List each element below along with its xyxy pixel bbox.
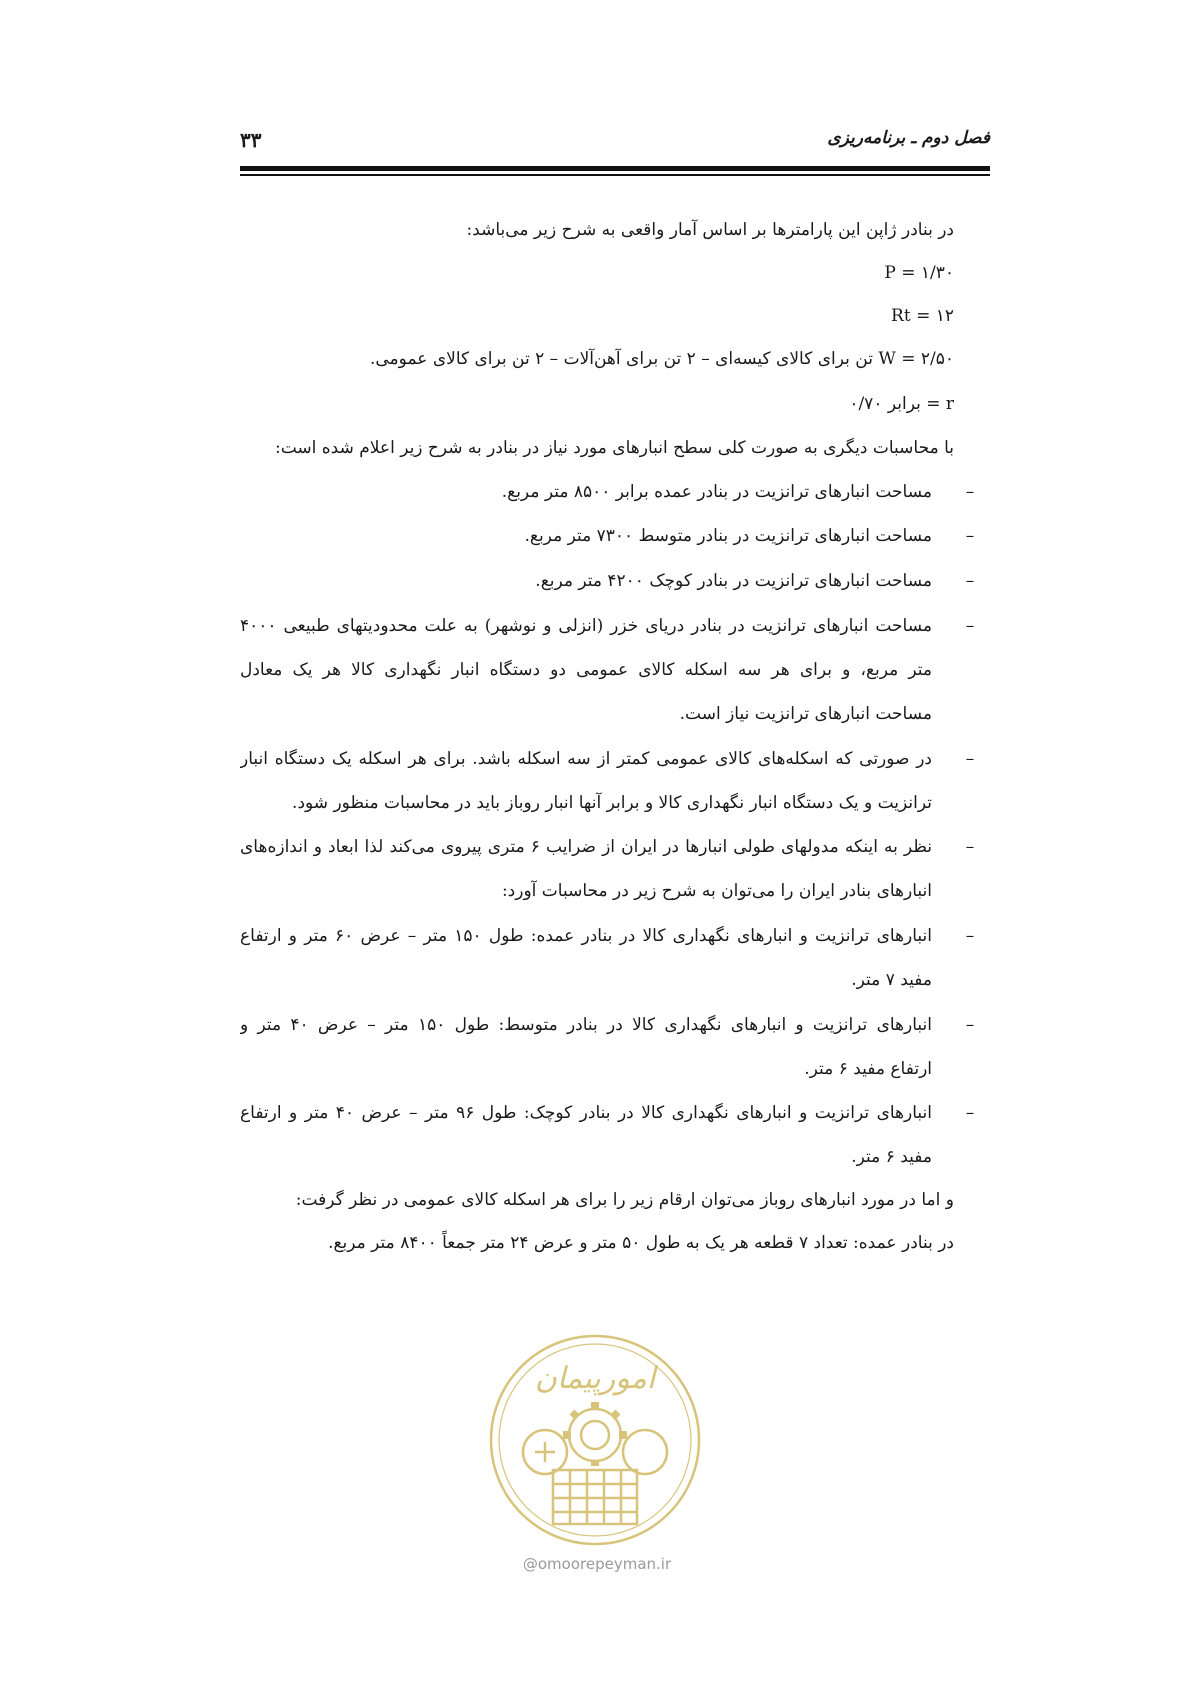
bullet-item: مساحت انبارهای ترانزیت در بنادر کوچک ۴۲۰۰ متر مربع. (535, 571, 932, 591)
intro-paragraph: در بنادر ژاپن این پارامترها بر اساس آمار واقعی به شرح زیر می‌باشد: (466, 220, 954, 240)
bullet-item-line: مفید ۶ متر. (851, 1147, 932, 1167)
header-rule-thick (240, 166, 990, 171)
bullet-item-line: انبارهای بنادر ایران را می‌توان به شرح زیر در محاسبات آورد: (501, 881, 932, 901)
bullet-item-line: انبارهای ترانزیت و انبارهای نگهداری کالا در بنادر عمده: طول ۱۵۰ متر – عرض ۶۰ متر و ارتفاع (240, 926, 932, 946)
chapter-title: فصل دوم ـ برنامه‌ریزی (827, 128, 990, 148)
param-p: ۱/۳۰ = P (884, 263, 954, 283)
param-rt: ۱۲ = Rt (891, 306, 954, 326)
bullet-item: مساحت انبارهای ترانزیت در بنادر متوسط ۷۳۰۰ متر مربع. (524, 526, 932, 546)
closing-paragraph-1: و اما در مورد انبارهای روباز می‌توان ارقام زیر را برای هر اسکله کالای عمومی در نظر گرفت: (295, 1190, 954, 1210)
bullet-item-line: ترانزیت و یک دستگاه انبار نگهداری کالا و برابر آنها انبار روباز باید در محاسبات منظور شود. (292, 793, 932, 813)
bullet-item-line: مساحت انبارهای ترانزیت در بنادر دریای خزر (انزلی و نوشهر) به علت محدودیتهای طبیعی ۴۰۰۰ (240, 616, 932, 636)
bullet-dash: – (965, 1103, 975, 1123)
bullet-item-line: ارتفاع مفید ۶ متر. (804, 1059, 932, 1079)
summary-paragraph: با محاسبات دیگری به صورت کلی سطح انبارهای مورد نیاز در بنادر به شرح زیر اعلام شده است: (274, 438, 954, 458)
param-r: r = برابر ۰/۷۰ (849, 394, 954, 414)
bullet-dash: – (965, 1015, 975, 1035)
bullet-dash: – (965, 482, 975, 502)
bullet-item-line: انبارهای ترانزیت و انبارهای نگهداری کالا در بنادر کوچک: طول ۹۶ متر – عرض ۴۰ متر و ارتفاع (240, 1103, 932, 1123)
closing-paragraph-2: در بنادر عمده: تعداد ۷ قطعه هر یک به طول ۵۰ متر و عرض ۲۴ متر جمعاً ۸۴۰۰ متر مربع. (328, 1233, 954, 1253)
bullet-item-line: در صورتی که اسکله‌های کالای عمومی کمتر از سه اسکله باشد. برای هر اسکله یک دستگاه انبار (240, 749, 932, 769)
watermark-url: @omoorepeyman.ir (522, 1555, 672, 1573)
bullet-dash: – (965, 837, 975, 857)
page-number: ۳۳ (240, 128, 262, 152)
bullet-item-line: نظر به اینکه مدولهای طولی انبارها در ایران از ضرایب ۶ متری پیروی می‌کند لذا ابعاد و اندازه‌های (240, 837, 932, 857)
bullet-dash: – (965, 616, 975, 636)
bullet-item-line: مساحت انبارهای ترانزیت نیاز است. (679, 704, 932, 724)
bullet-dash: – (965, 749, 975, 769)
header-rule-thin (240, 174, 990, 176)
bullet-item-line: متر مربع، و برای هر سه اسکله کالای عمومی دو دستگاه انبار نگهداری کالا هر یک معادل (240, 660, 932, 680)
bullet-dash: – (965, 571, 975, 591)
param-w: W = ۲/۵۰ تن برای کالای کیسه‌ای – ۲ تن برای آهن‌آلات – ۲ تن برای کالای عمومی. (369, 349, 954, 369)
bullet-item: مساحت انبارهای ترانزیت در بنادر عمده برابر ۸۵۰۰ متر مربع. (501, 482, 932, 502)
bullet-dash: – (965, 526, 975, 546)
watermark-logo (485, 1330, 705, 1550)
page-header (240, 128, 990, 158)
logo-lettering: امورپیمان (534, 1361, 656, 1396)
bullet-item-line: انبارهای ترانزیت و انبارهای نگهداری کالا در بنادر متوسط: طول ۱۵۰ متر – عرض ۴۰ متر و (240, 1015, 932, 1035)
bullet-dash: – (965, 926, 975, 946)
bullet-item-line: مفید ۷ متر. (851, 970, 932, 990)
